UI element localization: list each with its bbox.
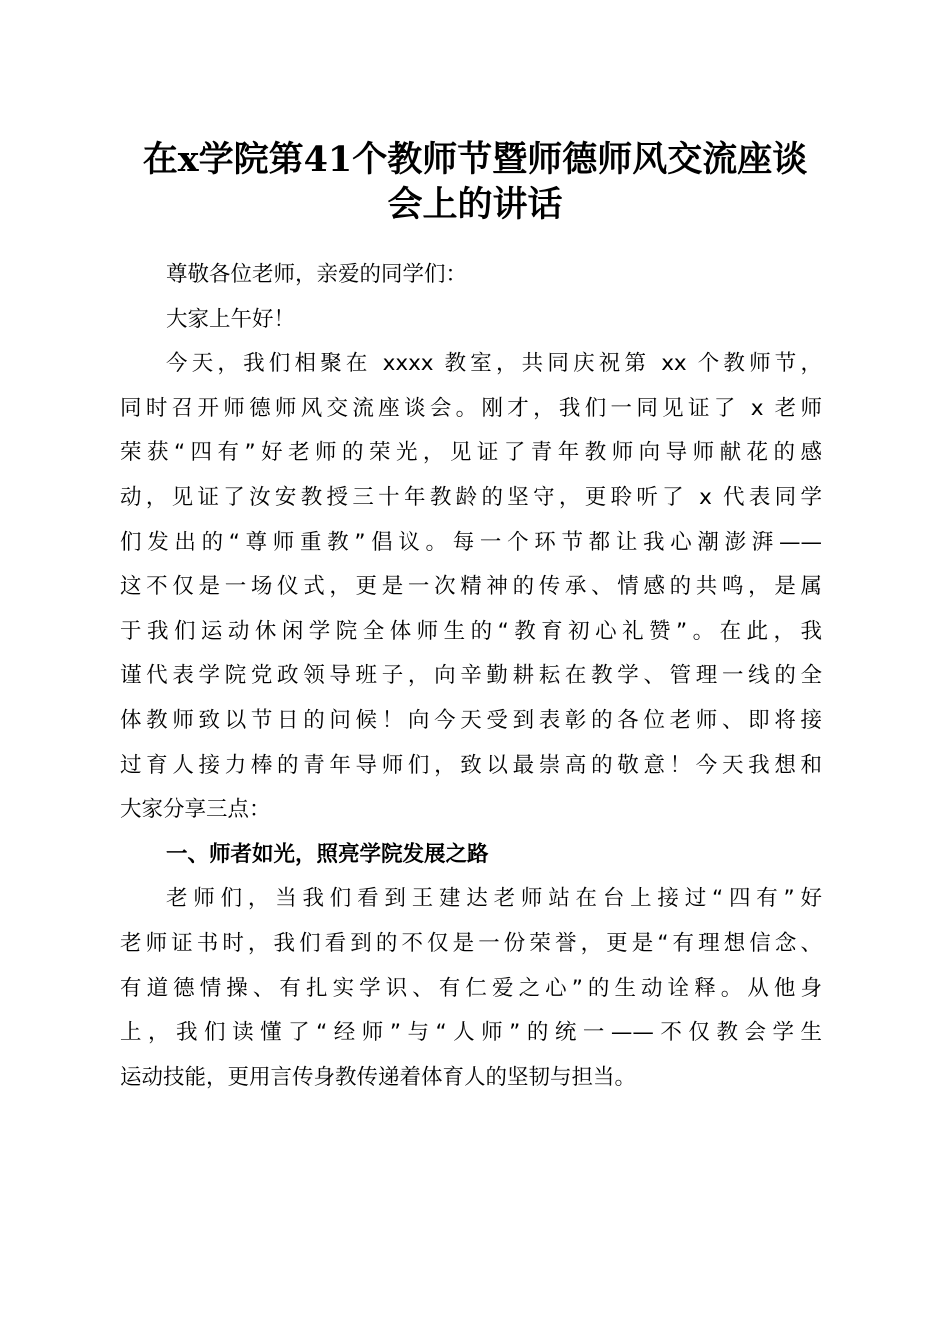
- paragraph-line: 荣获“四有”好老师的荣光，见证了青年教师向导师献花的感: [120, 440, 822, 466]
- paragraph-line: 上，我们读懂了“经师”与“人师”的统一——不仅教会学生: [120, 1020, 822, 1046]
- paragraph-line: 动，见证了汝安教授三十年教龄的坚守，更聆听了 x 代表同学: [120, 484, 822, 510]
- paragraph-line: 于我们运动休闲学院全体师生的“教育初心礼赞”。在此，我: [120, 618, 822, 644]
- greeting: 大家上午好！: [166, 306, 296, 332]
- paragraph-2: [120, 877, 822, 1100]
- paragraph-line: 有道德情操、有扎实学识、有仁爱之心”的生动诠释。从他身: [120, 975, 822, 1001]
- paragraph-1: [120, 342, 822, 833]
- document-body: [120, 253, 822, 1100]
- document-title-line-1: 在x学院第41个教师节暨师德师风交流座谈: [142, 139, 808, 180]
- salutation: 尊敬各位老师，亲爱的同学们：: [166, 262, 468, 287]
- section-heading: 一、师者如光，照亮学院发展之路: [166, 841, 489, 867]
- paragraph-line: 老师们，当我们看到王建达老师站在台上接过“四有”好: [166, 886, 822, 912]
- paragraph-line: 这不仅是一场仪式，更是一次精神的传承、情感的共鸣，是属: [120, 574, 822, 600]
- document-title-line-2: 会上的讲话: [387, 184, 563, 225]
- paragraph-line: 今天，我们相聚在 xxxx 教室，共同庆祝第 xx 个教师节，: [166, 351, 822, 377]
- paragraph-line: 们发出的“尊师重教”倡议。每一个环节都让我心潮澎湃——: [120, 529, 822, 555]
- paragraph-line: 大家分享三点：: [120, 797, 271, 823]
- paragraph-line: 谨代表学院党政领导班子，向辛勤耕耘在教学、管理一线的全: [120, 663, 822, 689]
- paragraph-line: 体教师致以节日的问候！向今天受到表彰的各位老师、即将接: [120, 707, 822, 733]
- paragraph-line: 运动技能，更用言传身教传递着体育人的坚韧与担当。: [120, 1064, 637, 1090]
- paragraph-line: 老师证书时，我们看到的不仅是一份荣誉，更是“有理想信念、: [120, 930, 822, 956]
- paragraph-line: 过育人接力棒的青年导师们，致以最崇高的敬意！今天我想和: [120, 752, 822, 778]
- paragraph-line: 同时召开师德师风交流座谈会。刚才，我们一同见证了 x 老师: [120, 395, 822, 421]
